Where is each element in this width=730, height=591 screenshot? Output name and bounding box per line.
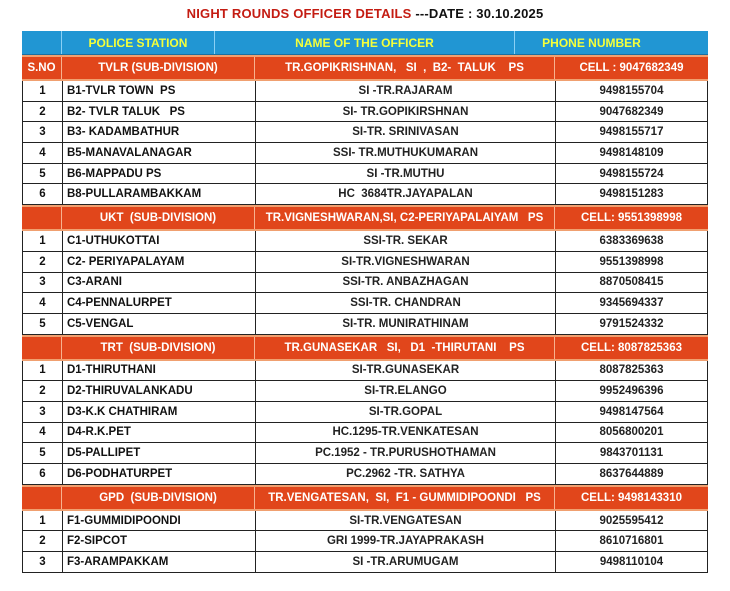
row-phone-number: 9025595412 (555, 511, 708, 531)
row-phone-number: 8087825363 (555, 361, 708, 381)
row-police-station: C1-UTHUKOTTAI (62, 231, 255, 251)
row-sno: 1 (22, 511, 62, 531)
row-phone-number: 9791524332 (555, 314, 708, 334)
row-officer-name: SI-TR. SRINIVASAN (255, 122, 555, 142)
row-sno: 3 (22, 402, 62, 422)
row-police-station: D6-PODHATURPET (62, 464, 255, 484)
subdivision-name: GPD (SUB-DIVISION) (62, 487, 255, 509)
table-row (22, 184, 708, 205)
row-police-station: C5-VENGAL (62, 314, 255, 334)
subdivision-officer: TR.GUNASEKAR SI, D1 -THIRUTANI PS (255, 337, 555, 359)
row-phone-number: 9498155724 (555, 164, 708, 184)
row-police-station: D2-THIRUVALANKADU (62, 381, 255, 401)
row-phone-number: 8610716801 (555, 531, 708, 551)
header-police-station: POLICE STATION (22, 31, 215, 54)
table-row (22, 511, 708, 532)
header-officer-name: NAME OF THE OFFICER (215, 31, 515, 54)
sno-label (22, 337, 62, 359)
row-police-station: D1-THIRUTHANI (62, 361, 255, 381)
row-officer-name: HC.1295-TR.VENKATESAN (255, 423, 555, 443)
table-row (22, 402, 708, 423)
row-police-station: C2- PERIYAPALAYAM (62, 252, 255, 272)
table-row (22, 273, 708, 294)
subdivision-cell: CELL: 9498143310 (580, 491, 682, 504)
row-officer-name: SI-TR.VIGNESHWARAN (255, 252, 555, 272)
row-police-station: D4-R.K.PET (62, 423, 255, 443)
table-row (22, 164, 708, 185)
table-row (22, 293, 708, 314)
row-sno: 2 (22, 531, 62, 551)
row-sno: 2 (22, 381, 62, 401)
subdivision-header (22, 55, 708, 81)
row-sno: 5 (22, 164, 62, 184)
table-row (22, 464, 708, 485)
row-officer-name: SSI-TR. ANBAZHAGAN (255, 273, 555, 293)
row-sno: 3 (22, 273, 62, 293)
table-row (22, 552, 708, 573)
row-phone-number: 9498110104 (555, 552, 708, 572)
table-row (22, 122, 708, 143)
row-phone-number: 6383369638 (555, 231, 708, 251)
row-phone-number: 8056800201 (555, 423, 708, 443)
sno-label (22, 207, 62, 229)
row-officer-name: GRI 1999-TR.JAYAPRAKASH (255, 531, 555, 551)
row-sno: 2 (22, 252, 62, 272)
sno-label (22, 487, 62, 509)
subdivision-cell: CELL: 8087825363 (580, 341, 682, 354)
subdivision-name: TRT (SUB-DIVISION) (62, 337, 255, 359)
table-row (22, 231, 708, 252)
row-sno: 6 (22, 184, 62, 204)
row-police-station: F3-ARAMPAKKAM (62, 552, 255, 572)
row-phone-number: 9498155704 (555, 81, 708, 101)
row-officer-name: PC.1952 - TR.PURUSHOTHAMAN (255, 443, 555, 463)
table-row (22, 361, 708, 382)
table-header (22, 31, 708, 55)
row-sno: 2 (22, 102, 62, 122)
subdivision-name: TVLR (SUB-DIVISION) (62, 57, 255, 79)
row-officer-name: PC.2962 -TR. SATHYA (255, 464, 555, 484)
subdivision-header (22, 485, 708, 511)
row-police-station: B5-MANAVALANAGAR (62, 143, 255, 163)
table-row (22, 443, 708, 464)
row-police-station: B8-PULLARAMBAKKAM (62, 184, 255, 204)
row-sno: 4 (22, 293, 62, 313)
row-phone-number: 9345694337 (555, 293, 708, 313)
row-officer-name: SI-TR.GUNASEKAR (255, 361, 555, 381)
subdivision-officer: TR.VIGNESHWARAN,SI, C2-PERIYAPALAIYAM PS (255, 207, 555, 229)
row-police-station: C3-ARANI (62, 273, 255, 293)
table-row (22, 143, 708, 164)
officer-table (22, 31, 708, 573)
row-officer-name: SI -TR.RAJARAM (255, 81, 555, 101)
row-officer-name: SSI-TR. CHANDRAN (255, 293, 555, 313)
row-phone-number: 9843701131 (555, 443, 708, 463)
table-body (22, 55, 708, 573)
row-sno: 3 (22, 552, 62, 572)
row-phone-number: 9498148109 (555, 143, 708, 163)
table-row (22, 81, 708, 102)
row-officer-name: SI-TR. MUNIRATHINAM (255, 314, 555, 334)
row-sno: 1 (22, 81, 62, 101)
row-sno: 1 (22, 361, 62, 381)
row-phone-number: 8870508415 (555, 273, 708, 293)
row-phone-number: 9498151283 (555, 184, 708, 204)
subdivision-officer: TR.VENGATESAN, SI, F1 - GUMMIDIPOONDI PS (255, 487, 555, 509)
row-police-station: B1-TVLR TOWN PS (62, 81, 255, 101)
row-officer-name: SI -TR.MUTHU (255, 164, 555, 184)
row-officer-name: SSI- TR.MUTHUKUMARAN (255, 143, 555, 163)
row-sno: 4 (22, 143, 62, 163)
subdivision-cell: CELL: 9551398998 (580, 212, 682, 225)
row-sno: 5 (22, 314, 62, 334)
row-sno: 5 (22, 443, 62, 463)
row-officer-name: SI -TR.ARUMUGAM (255, 552, 555, 572)
row-phone-number: 9498147564 (555, 402, 708, 422)
row-sno: 6 (22, 464, 62, 484)
row-police-station: B2- TVLR TALUK PS (62, 102, 255, 122)
row-police-station: C4-PENNALURPET (62, 293, 255, 313)
row-officer-name: SI-TR.ELANGO (255, 381, 555, 401)
row-phone-number: 8637644889 (555, 464, 708, 484)
subdivision-name: UKT (SUB-DIVISION) (62, 207, 255, 229)
sno-label: S.NO (22, 57, 62, 79)
row-phone-number: 9498155717 (555, 122, 708, 142)
row-police-station: F1-GUMMIDIPOONDI (62, 511, 255, 531)
row-officer-name: SSI-TR. SEKAR (255, 231, 555, 251)
row-phone-number: 9551398998 (555, 252, 708, 272)
row-police-station: F2-SIPCOT (62, 531, 255, 551)
row-officer-name: HC 3684TR.JAYAPALAN (255, 184, 555, 204)
row-sno: 1 (22, 231, 62, 251)
row-police-station: B3- KADAMBATHUR (62, 122, 255, 142)
row-police-station: B6-MAPPADU PS (62, 164, 255, 184)
subdivision-header (22, 335, 708, 361)
row-sno: 3 (22, 122, 62, 142)
subdivision-officer: TR.GOPIKRISHNAN, SI , B2- TALUK PS (255, 57, 555, 79)
title-main: NIGHT ROUNDS OFFICER DETAILS (186, 6, 412, 21)
table-row (22, 314, 708, 335)
row-phone-number: 9047682349 (555, 102, 708, 122)
row-officer-name: SI- TR.GOPIKIRSHNAN (255, 102, 555, 122)
row-officer-name: SI-TR.VENGATESAN (255, 511, 555, 531)
table-row (22, 531, 708, 552)
table-row (22, 381, 708, 402)
subdivision-header (22, 205, 708, 231)
header-phone-number: PHONE NUMBER (542, 35, 641, 50)
row-police-station: D3-K.K CHATHIRAM (62, 402, 255, 422)
row-police-station: D5-PALLIPET (62, 443, 255, 463)
subdivision-cell: CELL : 9047682349 (579, 62, 684, 74)
row-sno: 4 (22, 423, 62, 443)
page-title (0, 6, 730, 21)
row-phone-number: 9952496396 (555, 381, 708, 401)
table-row (22, 423, 708, 444)
row-officer-name: SI-TR.GOPAL (255, 402, 555, 422)
table-row (22, 102, 708, 123)
title-date: ---DATE : 30.10.2025 (411, 6, 544, 21)
table-row (22, 252, 708, 273)
